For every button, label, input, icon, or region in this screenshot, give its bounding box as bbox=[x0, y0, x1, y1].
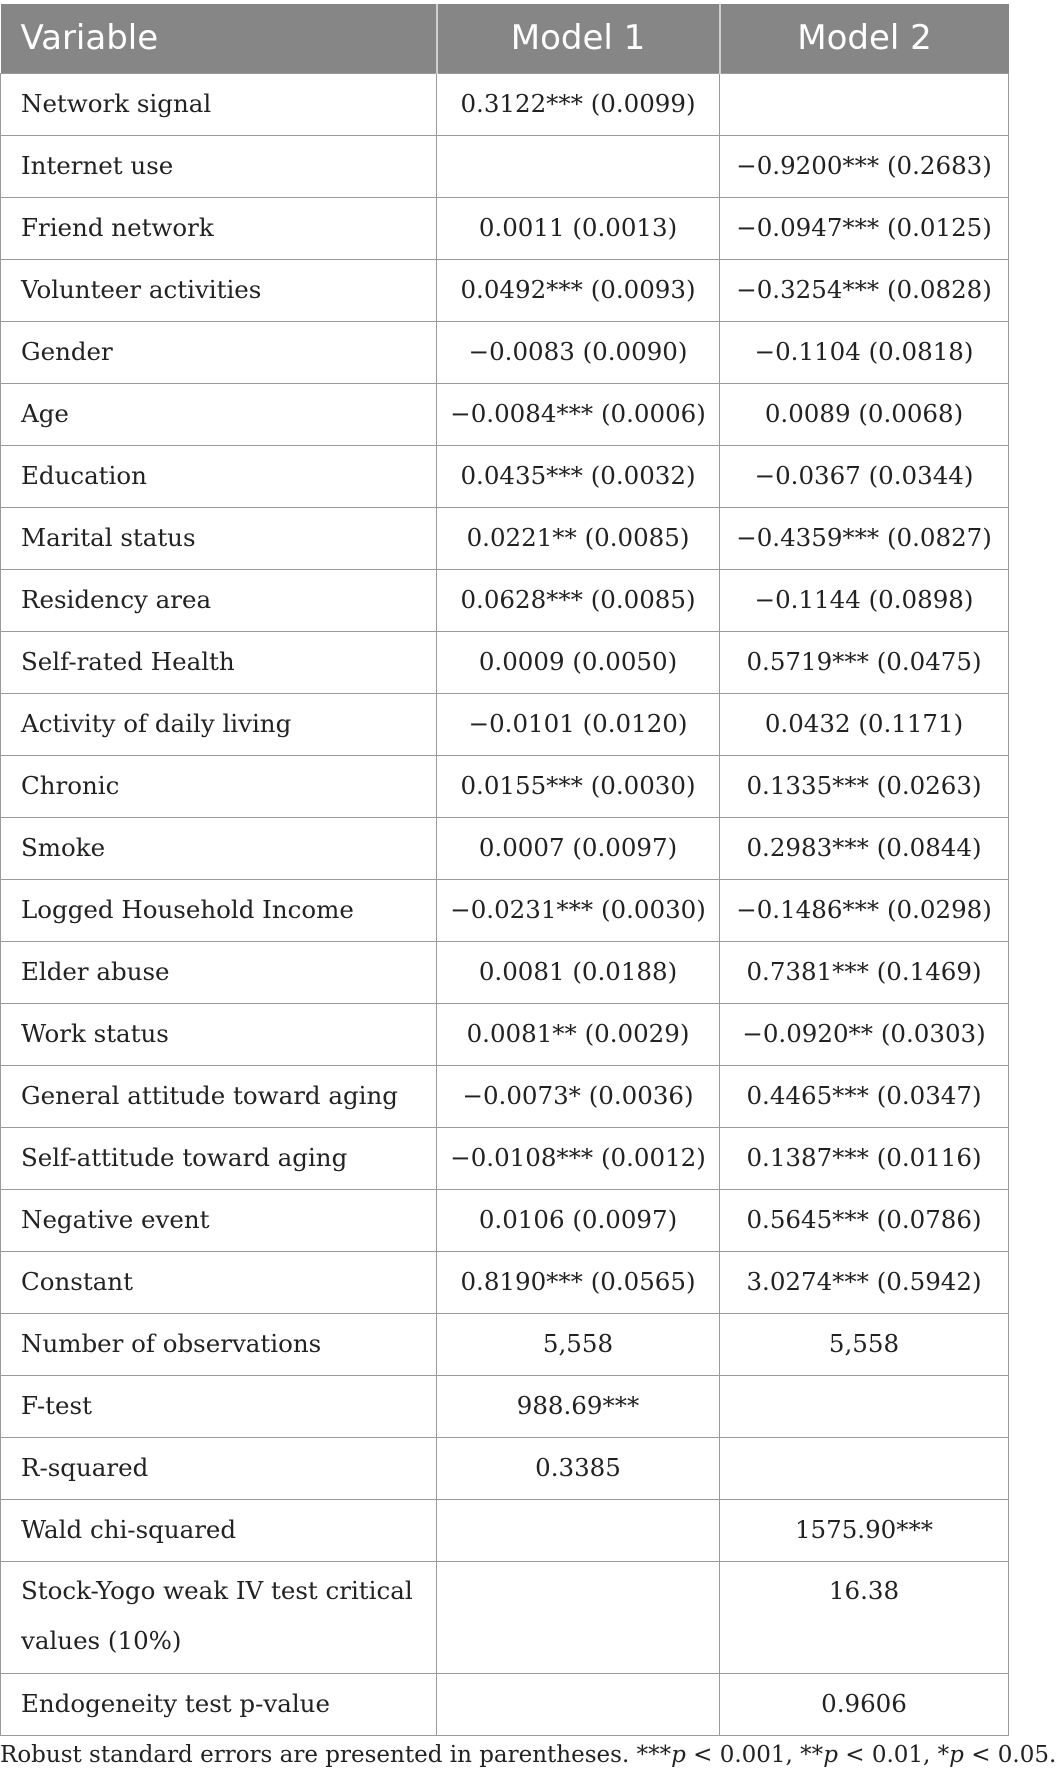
cell-model-2 bbox=[720, 1437, 1009, 1499]
table-row bbox=[1, 135, 1009, 197]
cell-variable: Internet use bbox=[1, 135, 437, 197]
cell-model-2 bbox=[720, 1375, 1009, 1437]
cell-model-1: −0.0084*** (0.0006) bbox=[437, 383, 720, 445]
header-model-1: Model 1 bbox=[437, 4, 720, 73]
cell-model-1 bbox=[437, 1561, 720, 1673]
table-row bbox=[1, 1251, 1009, 1313]
table-header-row bbox=[1, 4, 1009, 73]
cell-variable: Wald chi-squared bbox=[1, 1499, 437, 1561]
cell-model-1: 0.0081** (0.0029) bbox=[437, 1003, 720, 1065]
cell-variable: Self-attitude toward aging bbox=[1, 1127, 437, 1189]
cell-variable: Network signal bbox=[1, 73, 437, 135]
cell-model-1: 0.0009 (0.0050) bbox=[437, 631, 720, 693]
cell-model-1: 0.0492*** (0.0093) bbox=[437, 259, 720, 321]
cell-model-2: −0.0920** (0.0303) bbox=[720, 1003, 1009, 1065]
table-row bbox=[1, 1127, 1009, 1189]
cell-model-1: 988.69*** bbox=[437, 1375, 720, 1437]
cell-variable: Negative event bbox=[1, 1189, 437, 1251]
cell-model-1 bbox=[437, 1673, 720, 1735]
cell-model-2: 0.2983*** (0.0844) bbox=[720, 817, 1009, 879]
cell-model-1: 0.0628*** (0.0085) bbox=[437, 569, 720, 631]
table-row bbox=[1, 1189, 1009, 1251]
table-row bbox=[1, 817, 1009, 879]
cell-model-2: 0.9606 bbox=[720, 1673, 1009, 1735]
cell-model-2: 16.38 bbox=[720, 1561, 1009, 1673]
cell-model-2: 0.5719*** (0.0475) bbox=[720, 631, 1009, 693]
cell-model-1: 0.0106 (0.0097) bbox=[437, 1189, 720, 1251]
cell-model-2: −0.3254*** (0.0828) bbox=[720, 259, 1009, 321]
table-row bbox=[1, 1313, 1009, 1375]
header-model-2: Model 2 bbox=[720, 4, 1009, 73]
cell-variable: Residency area bbox=[1, 569, 437, 631]
footnote-text: < 0.05. bbox=[963, 1742, 1056, 1768]
footnote-p-symbol: p bbox=[671, 1742, 686, 1768]
cell-model-1 bbox=[437, 135, 720, 197]
cell-model-2: 0.5645*** (0.0786) bbox=[720, 1189, 1009, 1251]
cell-model-1: 0.8190*** (0.0565) bbox=[437, 1251, 720, 1313]
cell-model-2: 3.0274*** (0.5942) bbox=[720, 1251, 1009, 1313]
cell-variable: Logged Household Income bbox=[1, 879, 437, 941]
footnote-text: < 0.01, * bbox=[837, 1742, 950, 1768]
cell-variable: Age bbox=[1, 383, 437, 445]
table-row bbox=[1, 321, 1009, 383]
cell-model-2: 0.4465*** (0.0347) bbox=[720, 1065, 1009, 1127]
cell-model-2: −0.0367 (0.0344) bbox=[720, 445, 1009, 507]
cell-model-1: −0.0083 (0.0090) bbox=[437, 321, 720, 383]
cell-variable: Marital status bbox=[1, 507, 437, 569]
table-row bbox=[1, 383, 1009, 445]
table-row bbox=[1, 1437, 1009, 1499]
table-row bbox=[1, 73, 1009, 135]
cell-model-1: 0.0435*** (0.0032) bbox=[437, 445, 720, 507]
cell-model-2: 0.0089 (0.0068) bbox=[720, 383, 1009, 445]
cell-model-1: 0.0081 (0.0188) bbox=[437, 941, 720, 1003]
header-variable: Variable bbox=[1, 4, 437, 73]
cell-model-2: −0.4359*** (0.0827) bbox=[720, 507, 1009, 569]
cell-variable: Smoke bbox=[1, 817, 437, 879]
cell-variable: Number of observations bbox=[1, 1313, 437, 1375]
cell-model-1: 0.0011 (0.0013) bbox=[437, 197, 720, 259]
cell-variable: Activity of daily living bbox=[1, 693, 437, 755]
cell-variable: R-squared bbox=[1, 1437, 437, 1499]
table-row bbox=[1, 1561, 1009, 1673]
cell-variable: Constant bbox=[1, 1251, 437, 1313]
table-row bbox=[1, 755, 1009, 817]
cell-variable: Education bbox=[1, 445, 437, 507]
cell-model-2: −0.9200*** (0.2683) bbox=[720, 135, 1009, 197]
cell-model-2: −0.1104 (0.0818) bbox=[720, 321, 1009, 383]
table-row bbox=[1, 259, 1009, 321]
cell-model-2: −0.1486*** (0.0298) bbox=[720, 879, 1009, 941]
footnote-p-symbol: p bbox=[949, 1742, 964, 1768]
cell-model-2: 0.1387*** (0.0116) bbox=[720, 1127, 1009, 1189]
cell-model-2: −0.0947*** (0.0125) bbox=[720, 197, 1009, 259]
cell-variable: Self-rated Health bbox=[1, 631, 437, 693]
cell-model-2: 0.7381*** (0.1469) bbox=[720, 941, 1009, 1003]
cell-variable: F-test bbox=[1, 1375, 437, 1437]
cell-variable: Volunteer activities bbox=[1, 259, 437, 321]
cell-model-2: −0.1144 (0.0898) bbox=[720, 569, 1009, 631]
regression-table bbox=[0, 4, 1009, 1736]
cell-variable: General attitude toward aging bbox=[1, 1065, 437, 1127]
table-row bbox=[1, 445, 1009, 507]
cell-variable: Gender bbox=[1, 321, 437, 383]
table-row bbox=[1, 1003, 1009, 1065]
cell-model-2: 1575.90*** bbox=[720, 1499, 1009, 1561]
footnote-p-symbol: p bbox=[823, 1742, 838, 1768]
cell-variable: Friend network bbox=[1, 197, 437, 259]
table-row bbox=[1, 631, 1009, 693]
table-row bbox=[1, 879, 1009, 941]
cell-variable: Chronic bbox=[1, 755, 437, 817]
footnote-text: Robust standard errors are presented in parentheses. *** bbox=[0, 1742, 672, 1768]
cell-model-1: 0.0155*** (0.0030) bbox=[437, 755, 720, 817]
cell-model-1 bbox=[437, 1499, 720, 1561]
cell-model-1: −0.0073* (0.0036) bbox=[437, 1065, 720, 1127]
cell-model-1: −0.0108*** (0.0012) bbox=[437, 1127, 720, 1189]
table-row bbox=[1, 1375, 1009, 1437]
cell-variable: Stock-Yogo weak IV test critical values (10%) bbox=[1, 1561, 437, 1673]
cell-model-1: 5,558 bbox=[437, 1313, 720, 1375]
cell-variable: Work status bbox=[1, 1003, 437, 1065]
cell-model-1: 0.0221** (0.0085) bbox=[437, 507, 720, 569]
footnote-text: < 0.001, ** bbox=[685, 1742, 824, 1768]
cell-model-1: 0.3385 bbox=[437, 1437, 720, 1499]
cell-model-1: −0.0101 (0.0120) bbox=[437, 693, 720, 755]
table-row bbox=[1, 1673, 1009, 1735]
cell-model-2 bbox=[720, 73, 1009, 135]
table-body bbox=[1, 73, 1009, 1735]
cell-model-2: 5,558 bbox=[720, 1313, 1009, 1375]
table-footnote bbox=[0, 1742, 1056, 1768]
table-row bbox=[1, 1065, 1009, 1127]
table-row bbox=[1, 197, 1009, 259]
cell-variable: Elder abuse bbox=[1, 941, 437, 1003]
cell-model-1: 0.0007 (0.0097) bbox=[437, 817, 720, 879]
regression-table-container bbox=[0, 4, 1008, 1736]
table-row bbox=[1, 693, 1009, 755]
table-row bbox=[1, 1499, 1009, 1561]
cell-model-2: 0.0432 (0.1171) bbox=[720, 693, 1009, 755]
cell-variable: Endogeneity test p-value bbox=[1, 1673, 437, 1735]
cell-model-1: −0.0231*** (0.0030) bbox=[437, 879, 720, 941]
table-row bbox=[1, 507, 1009, 569]
cell-model-1: 0.3122*** (0.0099) bbox=[437, 73, 720, 135]
table-row bbox=[1, 941, 1009, 1003]
cell-model-2: 0.1335*** (0.0263) bbox=[720, 755, 1009, 817]
table-row bbox=[1, 569, 1009, 631]
